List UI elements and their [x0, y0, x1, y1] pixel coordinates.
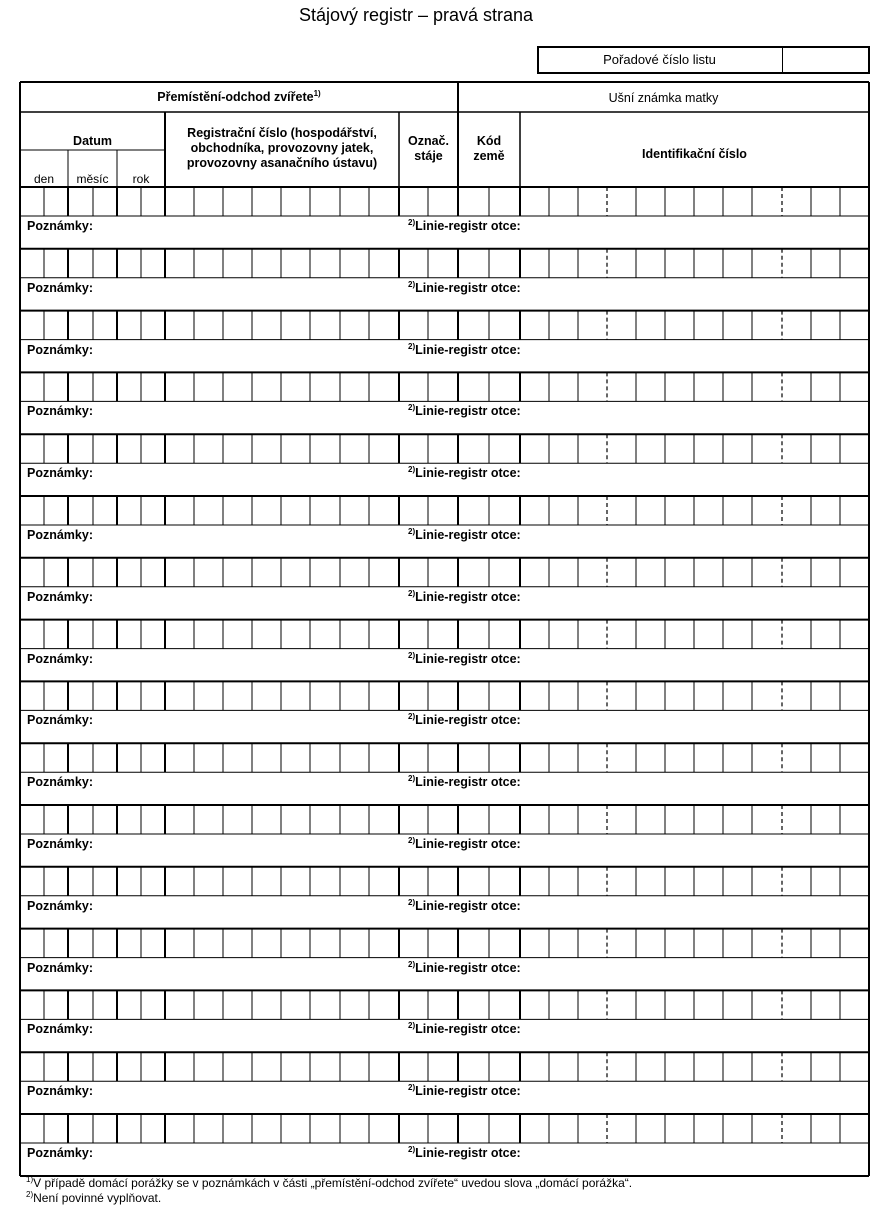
notes-label: Poznámky: — [27, 466, 93, 480]
sire-register-label: $^{2)}$Linie-registr otce: — [408, 711, 521, 727]
notes-label: Poznámky: — [27, 1084, 93, 1098]
sire-register-label: $^{2)}$Linie-registr otce: — [408, 1082, 521, 1098]
sire-register-label: $^{2)}$Linie-registr otce: — [408, 279, 521, 295]
sire-register-label: $^{2)}$Linie-registr otce: — [408, 650, 521, 666]
notes-label: Poznámky: — [27, 343, 93, 357]
page-title: Stájový registr – pravá strana — [298, 5, 534, 25]
sire-register-label: $^{2)}$Linie-registr otce: — [408, 1020, 521, 1036]
notes-label: Poznámky: — [27, 281, 93, 295]
sire-register-label: $^{2)}$Linie-registr otce: — [408, 588, 521, 604]
notes-label: Poznámky: — [27, 899, 93, 913]
notes-label: Poznámky: — [27, 590, 93, 604]
sire-register-label: $^{2)}$Linie-registr otce: — [408, 464, 521, 480]
month-header: měsíc — [76, 172, 109, 186]
notes-label: Poznámky: — [27, 528, 93, 542]
sheet-number-label: Pořadové číslo listu — [537, 48, 783, 72]
movement-header: Přemístění-odchod zvířete$^{1)}$ — [157, 88, 321, 104]
year-header: rok — [132, 172, 150, 186]
notes-label: Poznámky: — [27, 652, 93, 666]
sire-register-label: $^{2)}$Linie-registr otce: — [408, 1144, 521, 1160]
country-header: Kód země — [473, 134, 505, 163]
footnote-2: $^{2)}$Není povinné vyplňovat. — [26, 1190, 162, 1205]
sire-register-label: $^{2)}$Linie-registr otce: — [408, 217, 521, 233]
id-number-header: Identifikační číslo — [642, 147, 747, 161]
notes-label: Poznámky: — [27, 404, 93, 418]
sire-register-label: $^{2)}$Linie-registr otce: — [408, 897, 521, 913]
sire-register-label: $^{2)}$Linie-registr otce: — [408, 526, 521, 542]
registration-header: Registrační číslo (hospodářství, obchodníka, provozovny jatek, provozovny asanačního ústavu) — [186, 126, 378, 170]
footnote-1: $^{1)}$V případě domácí porážky se v poznámkách v části „přemístění-odchod zvířete“ uvedou slova „domácí porážka“. — [26, 1175, 633, 1190]
dam-eartag-header: Ušní známka matky — [608, 91, 719, 105]
notes-label: Poznámky: — [27, 961, 93, 975]
sire-register-label: $^{2)}$Linie-registr otce: — [408, 835, 521, 851]
notes-label: Poznámky: — [27, 1146, 93, 1160]
footnote-ref-1: 1) — [313, 88, 321, 98]
notes-label: Poznámky: — [27, 837, 93, 851]
date-header: Datum — [73, 134, 112, 148]
stable-header: Označ. stáje — [408, 134, 449, 163]
notes-label: Poznámky: — [27, 219, 93, 233]
notes-label: Poznámky: — [27, 775, 93, 789]
sire-register-label: $^{2)}$Linie-registr otce: — [408, 341, 521, 357]
sire-register-label: $^{2)}$Linie-registr otce: — [408, 959, 521, 975]
sire-register-label: $^{2)}$Linie-registr otce: — [408, 402, 521, 418]
notes-label: Poznámky: — [27, 1022, 93, 1036]
sire-register-label: $^{2)}$Linie-registr otce: — [408, 773, 521, 789]
day-header: den — [33, 172, 55, 186]
notes-label: Poznámky: — [27, 713, 93, 727]
